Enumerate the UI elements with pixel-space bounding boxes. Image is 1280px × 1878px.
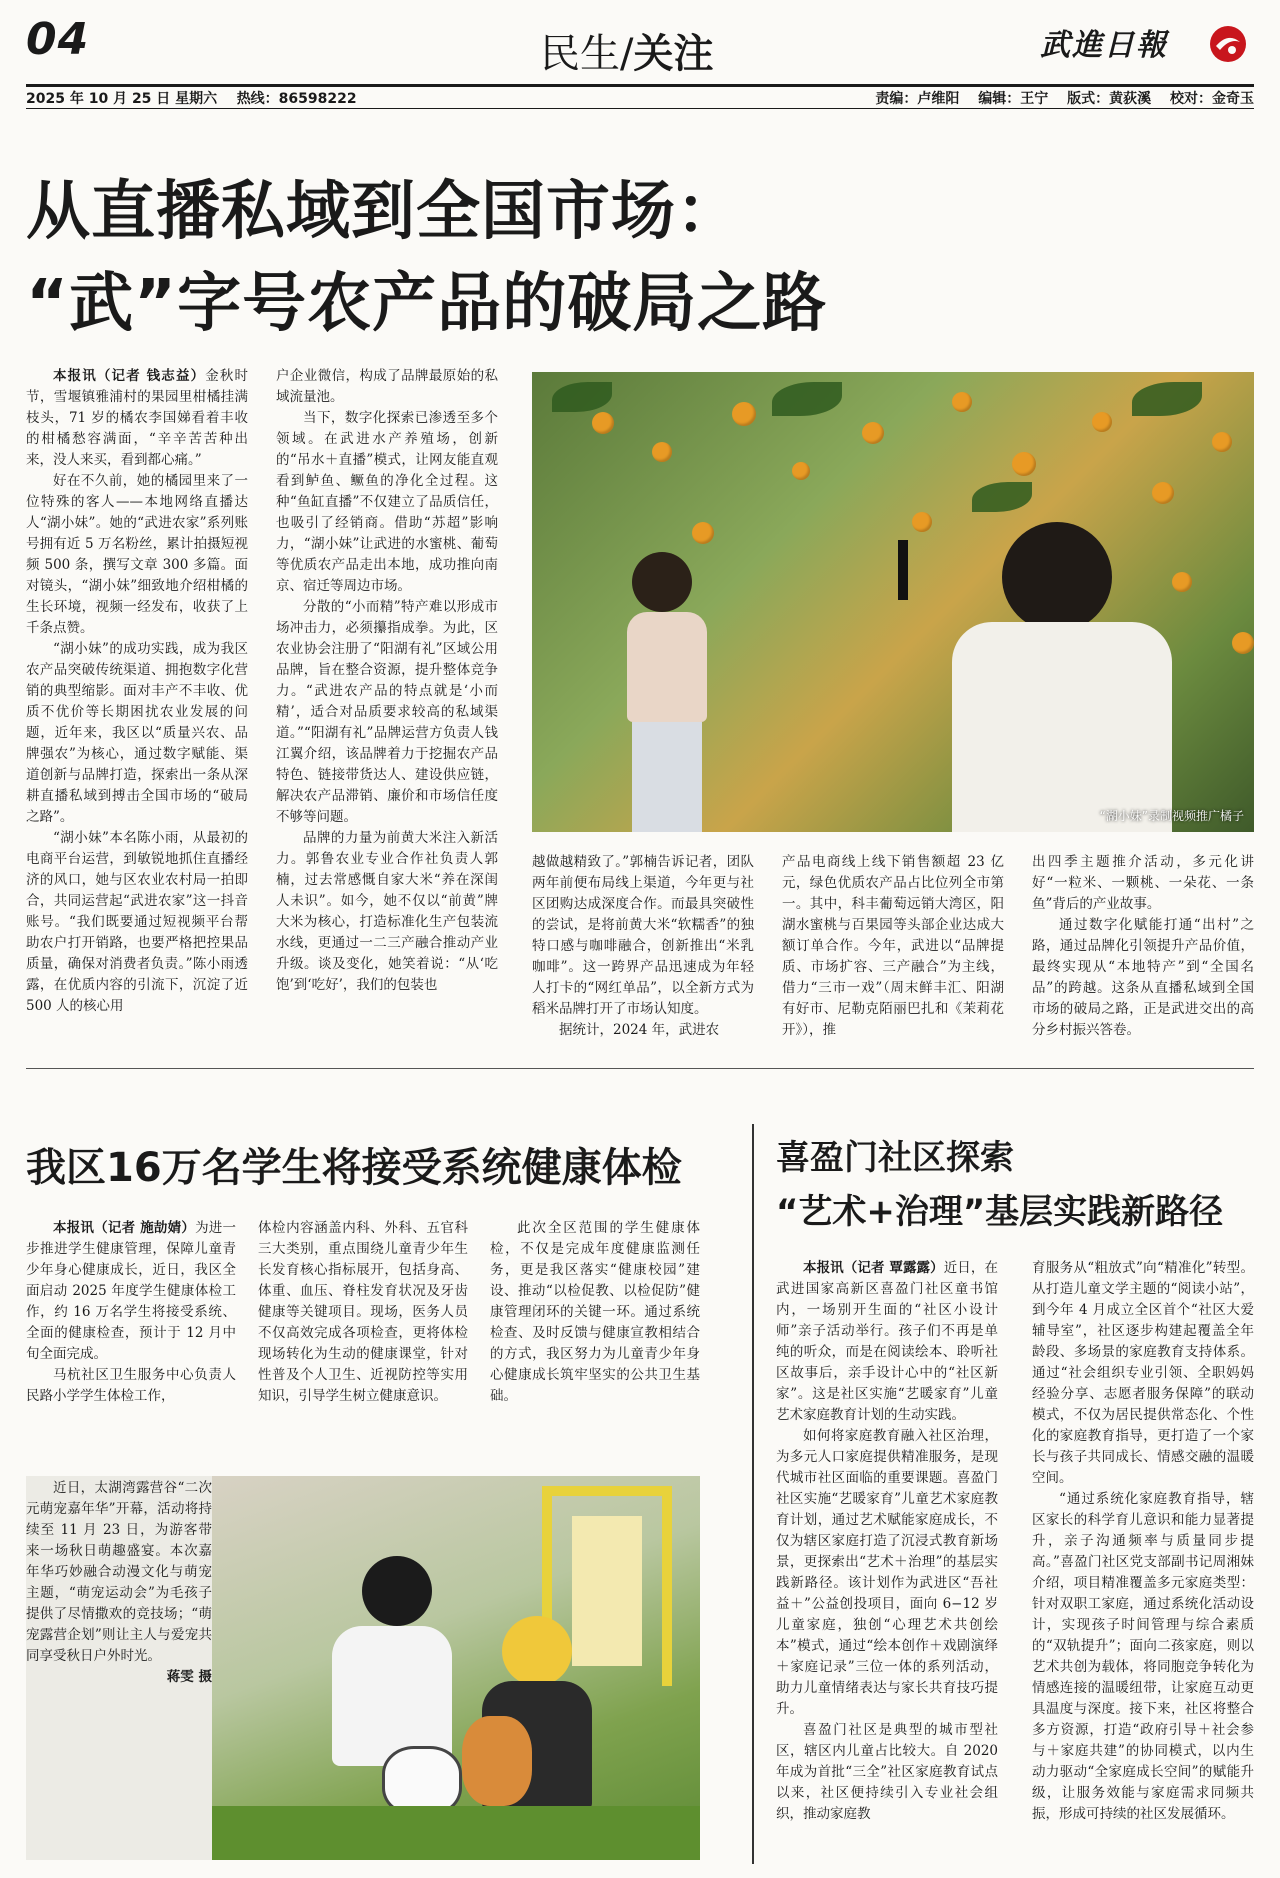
article2-paragraph: 体检内容涵盖内科、外科、五官科三大类别，重点围绕儿童青少年生长发育核心指标展开，包括身高、体重、血压、脊柱发育状况及牙齿健康等关键项目。现场，医务人员不仅高效完成各项检查，更将体检现场转化为生动的健康课堂，针对性普及个人卫生、近视防控等实用知识，引导学生树立健康意识。 (258, 1220, 468, 1404)
article3-column-2 (1032, 1258, 1254, 1825)
article1-paragraph: 金秋时节，雪堰镇雅浦村的果园里柑橘挂满枝头，71 岁的橘农李国娣看着丰收的柑橘愁容满面，“辛辛苦苦种出来，没人来买，看到都心痛。” (26, 368, 249, 468)
issue-date: 2025 年 10 月 25 日 星期六 (26, 91, 218, 107)
article1-headline-line2: “武”字号农产品的破局之路 (26, 267, 828, 341)
page-number: 04 (26, 14, 90, 65)
article1-photo (532, 372, 1254, 832)
staff-copy-editor: 编辑：王宁 (978, 91, 1049, 107)
staff-proofreader: 校对：金奇玉 (1170, 91, 1254, 107)
article1-column-4 (782, 852, 1004, 1041)
hotline: 热线：86598222 (236, 91, 357, 107)
header-rule (26, 84, 1254, 87)
article1-paragraph: 分散的“小而精”特产难以形成市场冲击力，必须攥指成拳。为此，区农业协会注册了“阳湖有礼”区域公用品牌，旨在整合资源，提升整体竞争力。“武进农产品的特点就是‘小而精’，适合对品质要求较高的私域渠道。”“阳湖有礼”品牌运营方负责人钱江翼介绍，该品牌着力于挖掘农产品特色、链接带货达人、建设供应链，解决农产品滞销、廉价和市场信任度不够等问题。 (276, 599, 498, 825)
article3-paragraph: “通过系统化家庭教育指导，辖区家长的科学育儿意识和能力显著提升，亲子沟通频率与质量同步提高。”喜盈门社区党支部副书记周湘妹介绍，项目精准覆盖多元家庭类型：针对双职工家庭，通过系统化活动设计，实现孩子时间管理与综合素质的“双轨提升”；面向二孩家庭，则以艺术共创为载体，将同胞竞争转化为情感连接的温暖纽带，让家庭互动更具温度与深度。接下来，社区将整合多方资源，打造“政府引导＋社会参与＋家庭共建”的协同模式，以内生动力驱动“全家庭成长空间”的赋能升级，让服务效能与家庭需求同频共振，形成可持续的社区发展循环。 (1032, 1491, 1254, 1822)
article2-headline: 我区16万名学生将接受系统健康体检 (26, 1145, 682, 1191)
article1-column-2 (276, 366, 498, 996)
article2-paragraph: 为进一步推进学生健康管理，保障儿童青少年身心健康成长，近日，我区全面启动 2025 年度学生健康体检工作，约 16 万名学生将接受系统、全面的健康检查，预计于 12 月中旬全面完成。 (26, 1220, 237, 1362)
article1-paragraph: 越做越精致了。”郭楠告诉记者，团队两年前便布局线上渠道，今年更与社区团购达成深度合作。而最具突破性的尝试，是将前黄大米“软糯香”的独特口感与咖啡融合，创新推出“米乳咖啡”。这一跨界产品迅速成为年轻人打卡的“网红单品”，以全新方式为稻米品牌打开了市场认知度。 (532, 854, 754, 1017)
article1-paragraph: 品牌的力量为前黄大米注入新活力。郭鲁农业专业合作社负责人郭楠，过去常感慨自家大米“养在深闺人未识”。如今，她不仅以“前黄”牌大米为核心，打造标准化生产包装流水线，更通过一二三产融合推动产业升级。谈及变化，她笑着说：“从‘吃饱’到‘吃好’，我们的包装也 (276, 830, 498, 993)
article3-headline-line1: 喜盈门社区探索 (776, 1138, 1014, 1178)
article3-headline-line2: “艺术+治理”基层实践新路径 (776, 1192, 1224, 1232)
article1-paragraph: 出四季主题推介活动，多元化讲好“一粒米、一颗桃、一朵花、一条鱼”背后的产业故事。 (1032, 854, 1254, 912)
section-title-sep: / (620, 31, 634, 77)
article2-paragraph: 此次全区范围的学生健康体检，不仅是完成年度健康监测任务，更是我区落实“健康校园”建设、推动“以检促教、以检促防”健康管理闭环的关键一环。通过系统检查、及时反馈与健康宣教相结合的方式，我区努力为儿童青少年身心健康成长筑牢坚实的公共卫生基础。 (490, 1220, 700, 1404)
article2-byline: 本报讯（记者 施劼婧） (53, 1220, 196, 1236)
photo2-credit: 蒋雯 摄 (166, 1669, 212, 1685)
section-title-bold: 关注 (633, 31, 714, 77)
article3-paragraph: 喜盈门社区是典型的城市型社区，辖区内儿童占比较大。自 2020 年成为首批“三全”社区家庭教育试点以来，社区便持续引入专业社会组织，推动家庭教 (776, 1722, 998, 1822)
article1-paragraph: 好在不久前，她的橘园里来了一位特殊的客人——本地网络直播达人“湖小妹”。她的“武进农家”系列账号拥有近 5 万名粉丝，累计拍摄短视频 500 条，撰写文章 300 多篇。面对镜头，“湖小妹”细致地介绍柑橘的生长环境，视频一经发布，收获了上千条点赞。 (26, 473, 248, 636)
article2-photo (212, 1476, 700, 1860)
article1-byline: 本报讯（记者 钱志益） (53, 368, 206, 384)
article2-paragraph: 马杭社区卫生服务中心负责人民路小学学生体检工作， (26, 1367, 236, 1404)
article1-headline-line1: 从直播私域到全国市场： (26, 175, 741, 249)
article3-byline: 本报讯（记者 覃露露） (803, 1260, 944, 1276)
photo2-caption (26, 1478, 212, 1688)
article2-column-3 (490, 1218, 700, 1407)
article3-column-1 (776, 1258, 998, 1825)
photo2-caption-text: 近日，太湖湾露营谷“二次元萌宠嘉年华”开幕，活动将持续至 11 月 23 日，为游客带来一场秋日萌趣盛宴。本次嘉年华巧妙融合动漫文化与萌宠主题，“萌宠运动会”为毛孩子提供了尽情撒欢的竞技场；“萌宠露营企划”则让主人与爱宠共同享受秋日户外时光。 (26, 1480, 212, 1664)
section-title-light: 民生 (540, 31, 620, 77)
newspaper-logo-icon (1208, 24, 1248, 64)
newspaper-masthead: 武進日報 (1040, 28, 1168, 63)
article1-paragraph: 据统计，2024 年，武进农 (559, 1022, 720, 1038)
article1-column-3 (532, 852, 754, 1041)
header-rule-thin (26, 108, 1254, 109)
article1-paragraph: 通过数字化赋能打通“出村”之路，通过品牌化引领提升产品价值，最终实现从“本地特产”到“全国名品”的跨越。这条从直播私域到全国市场的破局之路，正是武进交出的高分乡村振兴答卷。 (1032, 917, 1254, 1038)
article3-paragraph: 近日，在武进国家高新区喜盈门社区童书馆内，一场别开生面的“社区小设计师”亲子活动举行。孩子们不再是单纯的听众，而是在阅读绘本、聆听社区故事后，亲手设计心中的“社区新家”。这是社区实施“艺暖家育”儿童艺术家庭教育计划的生动实践。 (776, 1260, 998, 1423)
article1-paragraph: “湖小妹”的成功实践，成为我区农产品突破传统渠道、拥抱数字化营销的典型缩影。面对丰产不丰收、优质不优价等长期困扰农业发展的问题，近年来，我区以“质量兴农、品牌强农”为核心，通过数字赋能、渠道创新与品牌打造，探索出一条从深耕直播私域到搏击全国市场的“破局之路”。 (26, 641, 248, 825)
article1-column-5 (1032, 852, 1254, 1041)
section-divider (26, 1068, 1254, 1069)
article1-paragraph: “湖小妹”本名陈小雨，从最初的电商平台运营，到敏锐地抓住直播经济的风口，她与区农业农村局一拍即合，共同运营起“武进农家”这一抖音账号。“我们既要通过短视频平台帮助农户打开销路，也要严格把控果品质量，确保对消费者负责。”陈小雨透露，在优质内容的引流下，沉淀了近 500 人的核心用 (26, 830, 248, 1014)
article2-column-2 (258, 1218, 468, 1407)
header-staff (861, 88, 1254, 108)
article1-paragraph: 户企业微信，构成了品牌最原始的私域流量池。 (276, 368, 498, 405)
article2-column-1 (26, 1218, 236, 1407)
article1-paragraph: 当下，数字化探索已渗透至多个领域。在武进水产养殖场，创新的“吊水＋直播”模式，让网友能直观看到鲈鱼、鳜鱼的净化全过程。这种“鱼缸直播”不仅建立了品质信任，也吸引了经销商。借助“苏超”影响力，“湖小妹”让武进的水蜜桃、葡萄等优质农产品走出本地，成功推向南京、宿迁等周边市场。 (276, 410, 498, 594)
header-date-hotline (26, 88, 357, 108)
staff-editor: 责编：卢维阳 (875, 91, 960, 107)
article3-paragraph: 如何将家庭教育融入社区治理，为多元人口家庭提供精准服务，是现代城市社区面临的重要课题。喜盈门社区实施“艺暖家育”儿童艺术家庭教育计划，通过艺术赋能家庭成长，不仅为辖区家庭打造了沉浸式教育新场景，更探索出“艺术＋治理”的基层实践新路径。该计划作为武进区“吾社益＋”公益创投项目，面向 6−12 岁儿童家庭，独创“心理艺术共创绘本”模式，通过“绘本创作＋戏剧演绎＋家庭记录”三位一体的系列活动，助力儿童情绪表达与家长共育技巧提升。 (776, 1428, 998, 1717)
column-divider (752, 1124, 754, 1864)
article1-column-1 (26, 366, 248, 1017)
article1-paragraph: 产品电商线上线下销售额超 23 亿元，绿色优质农产品占比位列全市第一。其中，科丰葡萄远销大湾区，阳湖水蜜桃与百果园等头部企业达成大额订单合作。今年，武进以“品牌提质、市场扩容、三产融合”为主线，借力“三市一戏”（周末鲜丰汇、阳湖有好市、尼勒克陌丽巴扎和《茉莉花开》），推 (782, 854, 1004, 1038)
article3-paragraph: 育服务从“粗放式”向“精准化”转型。从打造儿童文学主题的“阅读小站”，到今年 4 月成立全区首个“社区大爱辅导室”，社区逐步构建起覆盖全年龄段、多场景的家庭教育支持体系。通过“社会组织专业引领、全职妈妈经验分享、志愿者服务保障”的联动模式，不仅为居民提供常态化、个性化的家庭教育指导，更打造了一个家长与孩子共同成长、情感交融的温暖空间。 (1032, 1260, 1254, 1486)
article1-photo-caption: “湖小妹”录制视频推广橘子 (1099, 809, 1244, 823)
section-title (540, 22, 713, 79)
staff-layout: 版式：黄荻溪 (1067, 91, 1152, 107)
